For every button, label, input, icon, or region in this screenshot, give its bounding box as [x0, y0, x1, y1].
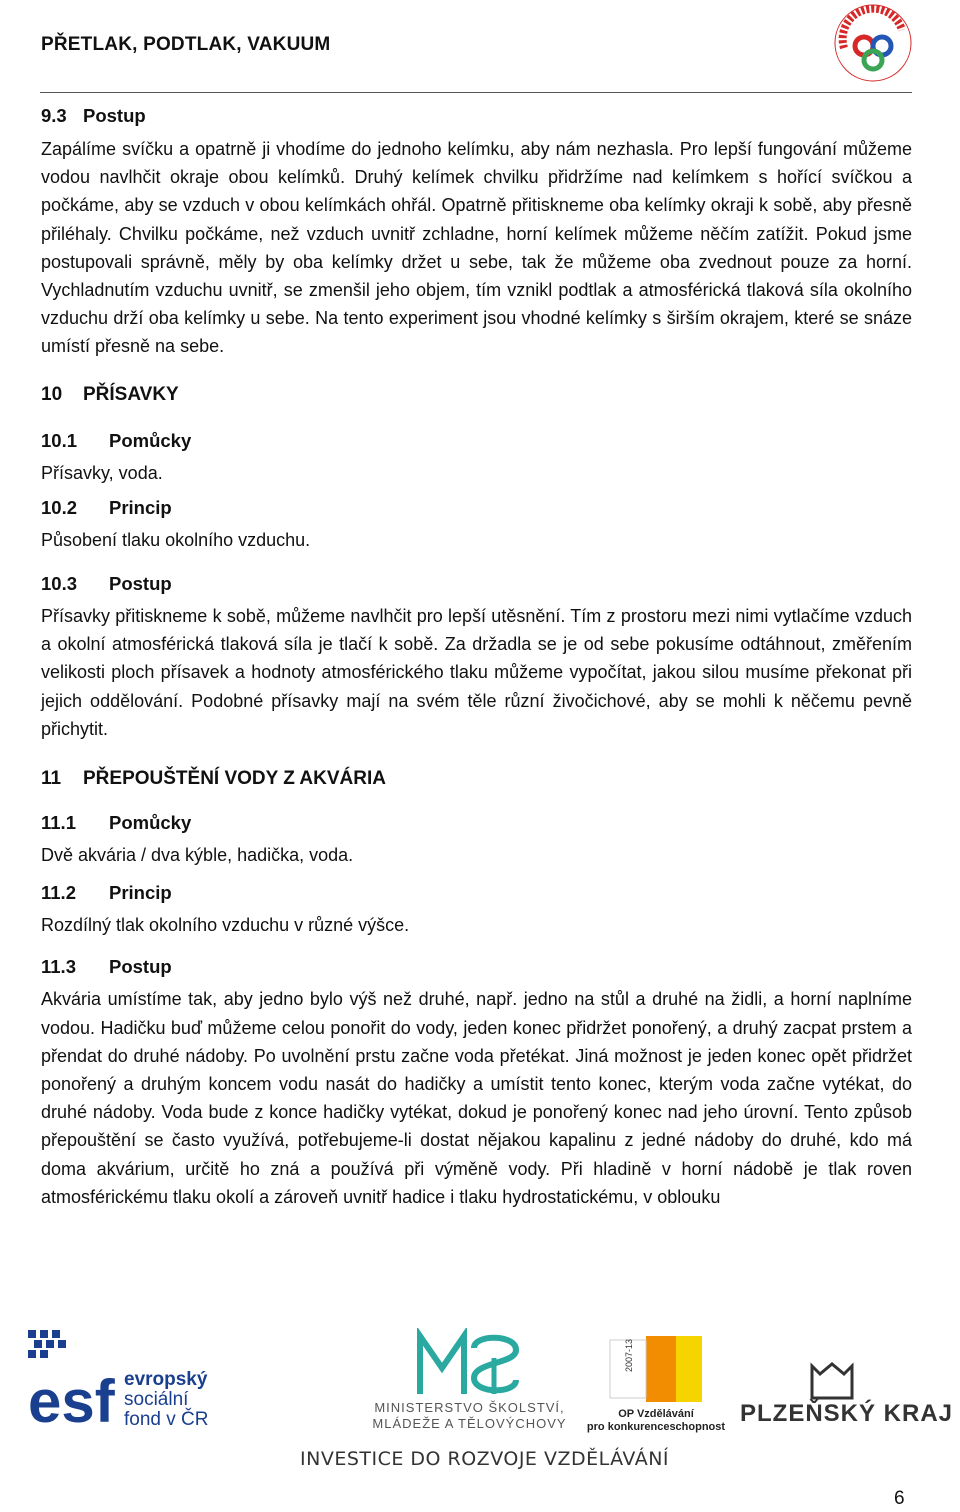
page-footer: [0, 1320, 960, 1512]
page-header: [41, 34, 871, 56]
pk-crest-icon: [810, 1362, 854, 1400]
section-text-10-3: Přísavky přitiskneme k sobě, můžeme navlhčit pro lepší utěsnění. Tím z prostoru mezi nimi vytlačíme vzduch a okolní atmosférická tlaková síla je tlačí k sobě. Za držadla se je od sebe pokusíme odtáhnout, změřením velikosti ploch přísavek a hodnoty atmosférického tlaku můžeme vypočítat, jakou silou musíme překonat při jejich oddělování. Podobné přísavky mají na svém těle různí živočichové, aby se mohli k něčemu pevně přichytit.: [41, 606, 912, 739]
esf-caption-line-2: sociální: [124, 1389, 189, 1410]
section-heading-11-3: 11.3 Postup: [41, 956, 172, 978]
esf-caption-line-1: evropský: [124, 1369, 208, 1390]
section-heading-10-3: 10.3 Postup: [41, 573, 172, 595]
msmt-caption-line-1: MINISTERSTVO ŠKOLSTVÍ,: [374, 1400, 565, 1415]
section-heading-11-1: 11.1 Pomůcky: [41, 812, 192, 834]
section-heading-9-3: 9.3 Postup: [41, 105, 146, 126]
op-caption-line-2: pro konkurenceschopnost: [586, 1421, 726, 1433]
section-text-11-1: Dvě akvária / dva kýble, hadička, voda.: [41, 845, 354, 866]
page-content: [41, 102, 912, 1211]
section-heading-11-2: 11.2 Princip: [41, 882, 172, 904]
section-text-10-1: Přísavky, voda.: [41, 462, 163, 483]
esf-logo-text: esf: [28, 1368, 115, 1430]
esf-logo-icon: [26, 1326, 122, 1430]
op-caption: [586, 1408, 726, 1434]
header-title: PŘETLAK, PODTLAK, VAKUUM: [41, 34, 331, 55]
msmt-logo-icon: [416, 1328, 526, 1398]
school-logo: [832, 2, 914, 84]
section-text-11-2: Rozdílný tlak okolního vzduchu v různé výšce.: [41, 915, 410, 936]
footer-tagline: INVESTICE DO ROZVOJE VZDĚLÁVÁNÍ: [300, 1448, 670, 1470]
section-text-10-2: Působení tlaku okolního vzduchu.: [41, 529, 311, 550]
pk-caption: PLZEŇSKÝ KRAJ: [740, 1400, 954, 1427]
section-heading-11: 11 PŘEPOUŠTĚNÍ VODY Z AKVÁRIA: [41, 768, 386, 790]
msmt-caption-line-2: MLÁDEŽE A TĚLOVÝCHOVY: [372, 1416, 567, 1431]
section-heading-10-2: 10.2 Princip: [41, 496, 172, 518]
section-heading-10: 10 PŘÍSAVKY: [41, 383, 179, 405]
op-caption-line-1: OP Vzdělávání: [618, 1408, 694, 1420]
header-rule: [40, 92, 912, 93]
page-number: 6: [894, 1488, 905, 1509]
esf-caption: [124, 1370, 208, 1430]
msmt-caption: [362, 1400, 577, 1432]
esf-caption-line-3: fond v ČR: [124, 1409, 209, 1430]
section-heading-10-1: 10.1 Pomůcky: [41, 429, 192, 451]
section-text-11-3: Akvária umístíme tak, aby jedno bylo výš než druhé, např. jedno na stůl a druhé na židli, a horní naplníme vodou. Hadičku buď můžeme celou ponořit do vody, jeden konec přidržet ponořený, a druhý zacpat prstem a přendat do druhé nádoby. Po uvolnění prstu začne voda přetékat. Jiná možnost je jeden konec opět přidržet ponořený a druhým koncem vodu nasát do hadičky a umístit tento konec, kterým voda začne vytékat, do druhé nádoby. Voda bude z konce hadičky vytékat, dokud je ponořený konec nad jeho úrovní. Tento způsob přepouštění se často využívá, potřebujeme-li dostat nějakou kapalinu z jedné nádoby do druhé, kdo má doma akvárium, určitě ho zná a používá při výměně vody. Při hladině v horní nádobě je tlak roven atmosférickému tlaku okolí a zároveň uvnitř hadice i tlaku hydrostatickému, v oblouku: [41, 989, 912, 1207]
section-text-9-3: Zapálíme svíčku a opatrně ji vhodíme do jednoho kelímku, aby nám nezhasla. Pro lepší fungování můžeme vodou navlhčit okraje obou kelímků. Druhý kelímek chvilku přidržíme nad kelímkem s hořící svíčkou a počkáme, aby se vzduch v obou kelímkách ohřál. Opatrně přitiskneme oba kelímky okraji k sobě, aby přesně přiléhaly. Chvilku počkáme, než vzduch uvnitř zchladne, horní kelímek můžeme něčím zatížit. Pokud jsme postupovali správně, měly by oba kelímky držet u sebe, tak že můžeme oba zvednout pouze za horní. Vychladnutím vzduchu uvnitř, se zmenšil jeho objem, tím vznikl podtlak a atmosférická tlaková síla okolního vzduchu drží oba kelímky u sebe. Na tento experiment jsou vhodné kelímky s širším okrajem, které se snáze umístí přesně na sebe.: [41, 139, 912, 357]
op-logo-icon: [606, 1332, 706, 1406]
op-years-text: 2007-13: [624, 1338, 634, 1372]
